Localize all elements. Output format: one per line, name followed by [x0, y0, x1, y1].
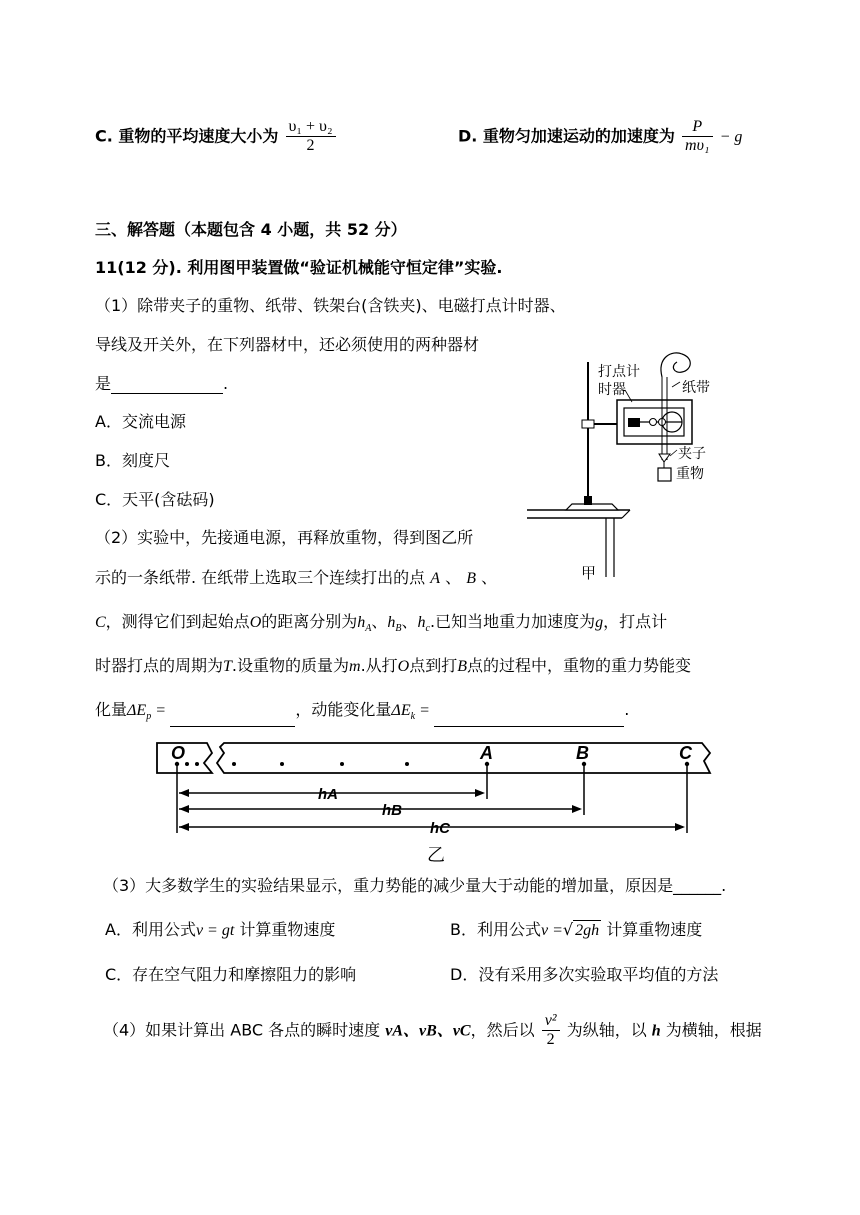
q11-p4: （4）如果计算出 ABC 各点的瞬时速度 vA、vB、vC，然后以 $\frac{\text{v²}}{2}$ 为纵轴，以 h 为横轴，根据 [103, 1012, 762, 1049]
q11-p3-option-b: B．利用公式v =√ 2gh 计算重物速度 [450, 920, 703, 939]
answer-blank-kinetic[interactable] [434, 708, 624, 727]
q11-option-a: A．交流电源 [95, 412, 186, 431]
clip-shape [659, 454, 670, 462]
fraction-avg-speed: $\frac{\text{υ₁ + υ₂}}{2}$ [286, 118, 336, 156]
label-ha: hA [318, 786, 338, 803]
point-label-a: A [480, 743, 493, 763]
q11-p3-option-a: A．利用公式v = gt 计算重物速度 [105, 920, 336, 939]
q11-p2-line2: 示的一条纸带. 在纸带上选取三个连续打出的点 A 、 B 、 [95, 568, 498, 587]
label-weight: 重物 [676, 465, 704, 481]
q11-p1-line1: （1）除带夹子的重物、纸带、铁架台(含铁夹)、电磁打点计时器、 [95, 296, 566, 315]
label-hc: hC [430, 820, 450, 837]
q11-p1-line2: 导线及开关外，在下列器材中，还必须使用的两种器材 [95, 335, 480, 354]
q11-option-c: C．天平(含砝码) [95, 490, 215, 509]
point-label-c: C [679, 743, 692, 763]
option-d-prev: D. 重物匀加速运动的加速度为 $\frac{P}{\text{mυ₁}}$ − g [458, 118, 743, 155]
tape-right-piece [217, 743, 710, 773]
section-title: 三、解答题（本题包含 4 小题，共 52 分） [95, 220, 407, 239]
q11-p3: （3）大多数学生的实验结果显示，重力势能的减少量大于动能的增加量，原因是______. [103, 876, 727, 895]
q11-p2-line4: 时器打点的周期为T.设重物的质量为m.从打O点到打B点的过程中，重物的重力势能变 [95, 656, 692, 675]
label-timer-1: 打点计 [598, 363, 640, 379]
q11-p3-option-c: C．存在空气阻力和摩擦阻力的影响 [105, 965, 357, 984]
answer-blank-1[interactable] [111, 375, 223, 394]
label-tape: 纸带 [682, 379, 710, 395]
paper-tape-figure [152, 733, 717, 868]
q11-p1-line3: 是 . [95, 374, 229, 393]
apparatus-figure [522, 342, 762, 582]
label-hb: hB [382, 802, 402, 819]
option-c-prev: C. 重物的平均速度大小为 $\frac{\text{υ₁ + υ₂}}{2}$ [95, 118, 338, 156]
q11-p2-line3: C，测得它们到起始点O的距离分别为$h_A$、$h_B$、$h_c$.已知当地重力加速度为g，打点计 [95, 612, 668, 635]
weight-block [658, 468, 671, 481]
q11-intro: 11(12 分). 利用图甲装置做“验证机械能守恒定律”实验. [95, 258, 503, 277]
answer-blank-potential[interactable] [170, 708, 295, 727]
label-timer-2: 时器 [598, 381, 626, 397]
caption-yi: 乙 [427, 845, 445, 865]
fraction-v2-over-2: $\frac{\text{v²}}{2}$ [542, 1012, 560, 1050]
q11-p3-option-d: D．没有采用多次实验取平均值的方法 [450, 965, 719, 984]
q11-option-b: B．刻度尺 [95, 451, 170, 470]
tape-roll [661, 353, 690, 377]
point-label-b: B [576, 743, 589, 763]
caption-jia: 甲 [581, 565, 597, 582]
point-label-o: O [171, 743, 186, 763]
stand-foot [584, 496, 592, 505]
q11-p2-line1: （2）实验中，先接通电源，再释放重物，得到图乙所 [95, 528, 474, 547]
q11-p2-line5: 化量$\Delta E_p$ = ，动能变化量$\Delta E_k$ = . [95, 700, 629, 727]
label-clip: 夹子 [678, 445, 706, 461]
fraction-acceleration: $\frac{P}{\text{mυ₁}}$ [682, 118, 712, 156]
